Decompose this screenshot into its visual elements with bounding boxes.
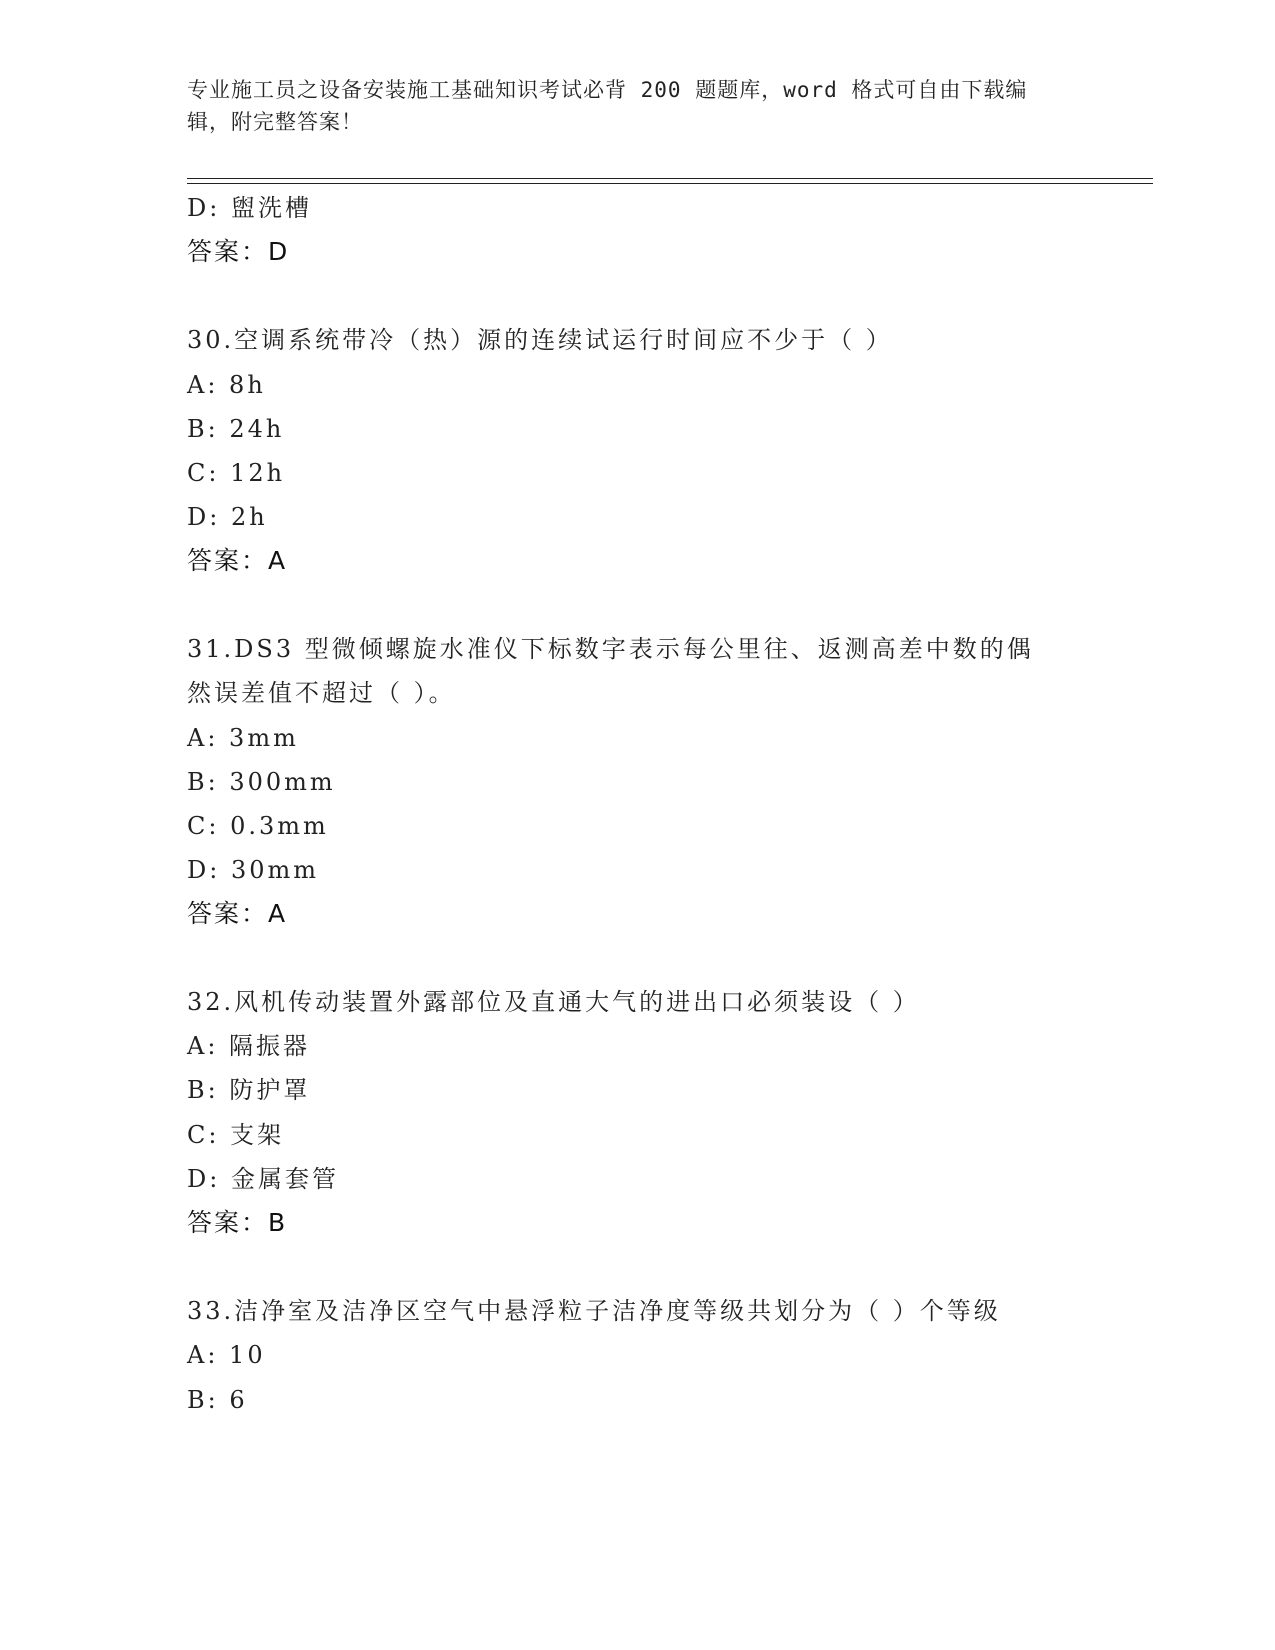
option-d: D: 2h (187, 503, 268, 531)
option-b: B: 防护罩 (187, 1076, 311, 1104)
option-b: B: 300mm (187, 768, 336, 796)
question-stem: 30.空调系统带冷（热）源的连续试运行时间应不少于（ ） (187, 326, 893, 354)
option-d: D: 金属套管 (187, 1165, 339, 1193)
question-stem: 32.风机传动装置外露部位及直通大气的进出口必须装设（ ） (187, 988, 920, 1016)
question-stem: 33.洁净室及洁净区空气中悬浮粒子洁净度等级共划分为（ ）个等级 (187, 1297, 1001, 1325)
option-c: C: 12h (187, 459, 286, 487)
option-b: B: 24h (187, 415, 285, 443)
answer: 答案：D (187, 237, 290, 266)
header-rule-bottom (187, 183, 1153, 184)
option-a: A: 10 (187, 1341, 266, 1369)
option-b: B: 6 (187, 1386, 248, 1414)
header-rule-top (187, 178, 1153, 179)
question-stem: 31.DS3 型微倾螺旋水准仪下标数字表示每公里往、返测高差中数的偶 (187, 635, 1034, 663)
option-a: A: 隔振器 (187, 1032, 311, 1060)
option-c: C: 支架 (187, 1121, 285, 1149)
option-d: D: 盥洗槽 (187, 194, 312, 222)
question-stem-continued: 然误差值不超过（ ）。 (187, 679, 456, 707)
option-d: D: 30mm (187, 856, 320, 884)
answer: 答案：A (187, 899, 288, 928)
answer: 答案：A (187, 546, 288, 575)
option-c: C: 0.3mm (187, 812, 329, 840)
option-a: A: 8h (187, 371, 266, 399)
option-a: A: 3mm (187, 724, 299, 752)
document-header: 专业施工员之设备安装施工基础知识考试必背 200 题题库，word 格式可自由下载编辑，附完整答案！ (187, 78, 1028, 134)
answer: 答案：B (187, 1208, 288, 1237)
